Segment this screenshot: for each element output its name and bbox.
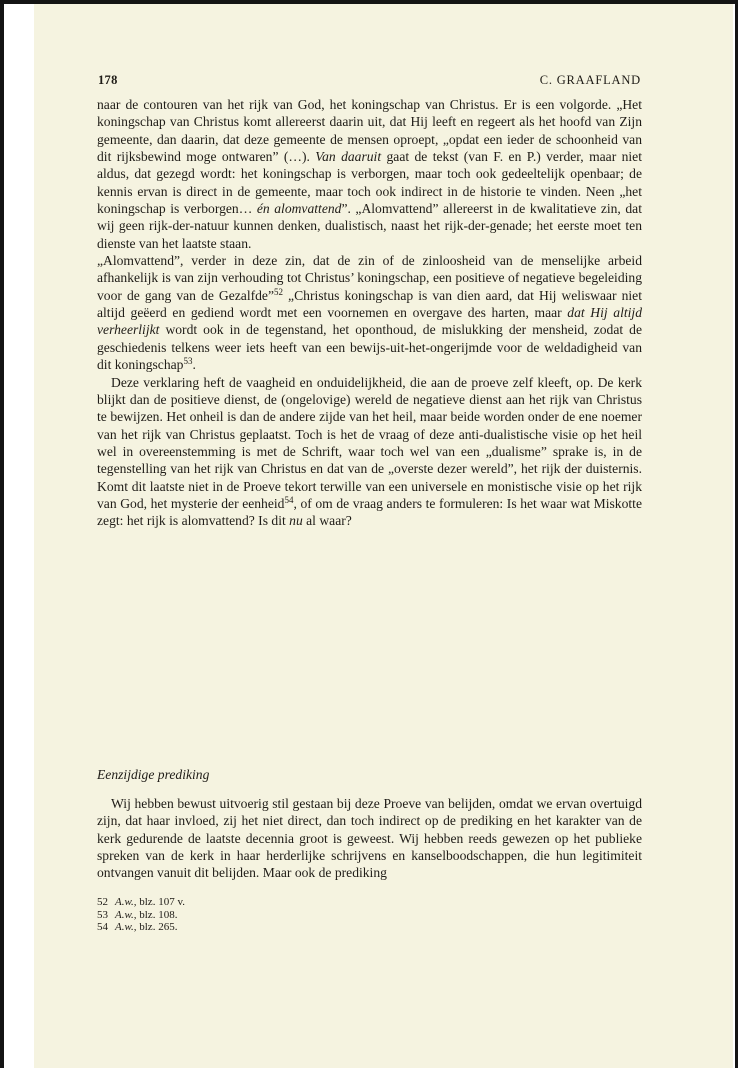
footnotes [97, 896, 397, 934]
emphasis: nu [289, 513, 303, 529]
paragraph: Wij hebben bewust uitvoerig stil gestaan bij deze Proeve van belijden, omdat we ervan overtuigd zijn, dat haar invloed, zij het niet direct, dan toch indirect op de prediking en het karakter van de kerk gedurende de laatste decennia groot is geweest. Wij hebben reeds gewezen op het publieke spreken van de kerk in haar herderlijke schrijvens en kanselboodschappen, die hun legitimiteit ontvangen vanuit dit belijden. Maar ook de prediking [97, 796, 642, 881]
paragraph [97, 96, 642, 252]
emphasis: Van daaruit [315, 149, 382, 165]
text-run: , of om de vraag anders te formuleren: Is het waar wat Miskotte zegt: het rijk is alomvattend? Is dit [97, 495, 642, 529]
text-run: ”. „Alomvattend” allereerst in de kwalitatieve zin, dat wij geen rijk-der-natuur kunnen denken, dualistisch, naast het rijk-der-genade; het eerste moet ten dienste van het laatste staan. [97, 201, 642, 251]
text-run: „Christus koningschap is van dien aard, dat Hij weliswaar niet altijd geëerd en gediend wordt met een voornemen en overgave des harten, maar [97, 287, 642, 321]
footnote-ref: A.w., [115, 896, 137, 908]
footnote-marker: 52 [274, 286, 283, 297]
emphasis: én alomvattend [256, 201, 342, 217]
footnote-ref: A.w., [115, 908, 137, 921]
footnote-number: 52 [97, 896, 108, 908]
footnote [97, 896, 397, 909]
footnote-marker: 54 [284, 494, 294, 505]
text-run: gaat de tekst (van F. en P.) verder, maar niet aldus, dat gezegd wordt: het koningschap is verborgen, maar toch ook gedeeltelijk openbaar; de kennis ervan is direct in de gemeente, maar toch ook indirect in de historie te vinden. Neen „het koningschap is verborgen… [97, 149, 642, 217]
text-run: al waar? [302, 513, 352, 529]
footnote-marker: 53 [183, 356, 193, 367]
page-number: 178 [98, 73, 118, 87]
paragraph [97, 374, 642, 530]
text-run: „Alomvattend”, verder in deze zin, dat de zin of de zinloosheid van de menselijke arbeid afhankelijk is van zijn verhouding tot Christus’ koningschap, een positieve of negatieve begeleiding voor de gang van de Gezalfde” [97, 253, 642, 303]
section-text [97, 795, 642, 882]
footnote-text: blz. 108. [136, 908, 178, 921]
main-text [97, 96, 642, 530]
text-run: . [192, 357, 196, 373]
scan-border-left [0, 0, 4, 1068]
footnote [97, 921, 397, 934]
emphasis: dat Hij altijd verheerlijkt [97, 305, 642, 338]
section-heading: Eenzijdige prediking [97, 767, 210, 782]
text-run: wordt ook in de tegenstand, het oponthoud, de mislukking der mensheid, zodat de geschiedenis telkens weer iets heeft van een bewijs-uit-het-ongerijmde voor de weldadigheid van dit koningschap [97, 322, 642, 373]
footnote-number: 53 [97, 908, 108, 921]
footnote-ref: A.w., [115, 921, 137, 934]
text-run: Deze verklaring heft de vaagheid en onduidelijkheid, die aan de proeve zelf kleeft, op. De kerk blijkt dan de positieve dienst, de (ongelovige) wereld de negatieve dienst aan het rijk van Christus te bewijzen. Het onheil is dan de andere zijde van het heil, maar beide worden onder de ene noemer van het rijk van Christus geplaatst. Toch is het de vraag of deze anti-dualistische visie op het heil wel in overeenstemming is met de Schrift, waar toch wel van een „dualisme” sprake is, in de tegenstelling van het rijk van Christus en dat van de „overste dezer wereld”, het rijk der duisternis. Komt dit laatste niet in de Proeve tekort terwille van een universele en monistische visie op het rijk van God, het mysterie der eenheid [97, 374, 642, 511]
footnote-number: 54 [97, 921, 108, 934]
text-run: naar de contouren van het rijk van God, het koningschap van Christus. Er is een volgorde. „Het koningschap van Christus komt allereerst daarin uit, dat Hij leeft en regeert als het hoofd van Zijn gemeente, dan daarin, dat deze gemeente de mensen oproept, „opdat een ieder de schoonheid van dit rijksbewind moge ontwaren” (…). [97, 97, 642, 165]
footnote-text: blz. 265. [136, 921, 178, 934]
footnote [97, 909, 397, 922]
running-author: C. GRAAFLAND [539, 73, 641, 87]
footnote-text: blz. 107 v. [136, 896, 185, 908]
paragraph [97, 252, 642, 373]
